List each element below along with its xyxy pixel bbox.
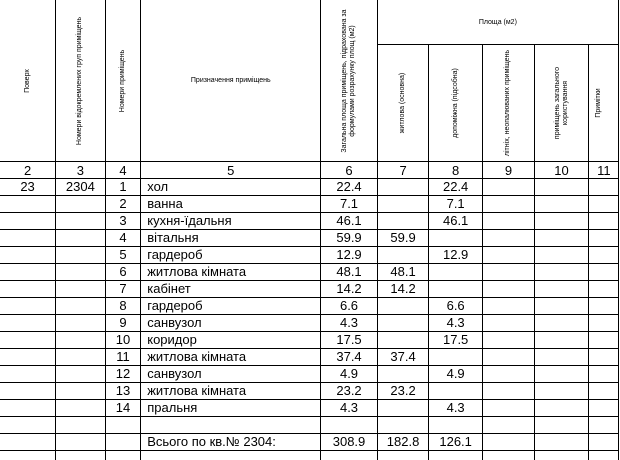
common-area-cell <box>534 196 588 213</box>
room-number-cell: 13 <box>105 383 141 400</box>
summer-area-cell <box>482 196 534 213</box>
group-cell <box>56 264 106 281</box>
floor-cell <box>0 332 56 349</box>
living-area-cell <box>377 213 429 230</box>
column-number: 10 <box>534 162 588 179</box>
group-cell <box>56 315 106 332</box>
room-name-cell: санвузол <box>141 315 321 332</box>
living-area-cell <box>377 179 429 196</box>
empty-row <box>0 451 619 460</box>
auxiliary-area-cell: 12.9 <box>429 247 483 264</box>
column-number: 7 <box>377 162 429 179</box>
summer-area-cell <box>482 315 534 332</box>
floor-cell <box>0 264 56 281</box>
living-area-cell: 48.1 <box>377 264 429 281</box>
living-area-cell: 23.2 <box>377 383 429 400</box>
group-cell <box>56 298 106 315</box>
total-area-cell: 14.2 <box>321 281 378 298</box>
column-number: 9 <box>482 162 534 179</box>
purpose-header: Призначення приміщень <box>141 0 321 162</box>
room-name-cell: ванна <box>141 196 321 213</box>
room-numbers-header: Номери приміщень <box>105 0 141 162</box>
group-cell <box>56 349 106 366</box>
auxiliary-area-cell <box>429 349 483 366</box>
floor-cell <box>0 400 56 417</box>
notes-cell <box>589 264 619 281</box>
room-row <box>0 213 619 230</box>
notes-cell <box>589 332 619 349</box>
common-area-cell <box>534 298 588 315</box>
living-area-cell <box>377 298 429 315</box>
room-row <box>0 383 619 400</box>
common-area-cell <box>534 264 588 281</box>
auxiliary-area-header: допоміжна (підсобна) <box>429 45 483 162</box>
living-area-cell: 37.4 <box>377 349 429 366</box>
group-cell <box>56 332 106 349</box>
column-number: 6 <box>321 162 378 179</box>
column-number: 11 <box>589 162 619 179</box>
floor-cell <box>0 383 56 400</box>
common-area-cell <box>534 349 588 366</box>
room-number-cell: 8 <box>105 298 141 315</box>
group-cell <box>56 383 106 400</box>
column-number-row <box>0 162 619 179</box>
summer-area-cell <box>482 332 534 349</box>
room-name-cell: вітальня <box>141 230 321 247</box>
floor-cell <box>0 281 56 298</box>
living-area-cell <box>377 315 429 332</box>
common-area-cell <box>534 247 588 264</box>
living-area-cell <box>377 247 429 264</box>
summer-area-cell <box>482 179 534 196</box>
notes-header: Примітки <box>589 45 619 162</box>
room-rows <box>0 179 619 417</box>
room-row <box>0 400 619 417</box>
notes-cell <box>589 298 619 315</box>
column-number: 2 <box>0 162 56 179</box>
living-area-cell <box>377 196 429 213</box>
room-row <box>0 247 619 264</box>
room-row <box>0 230 619 247</box>
room-number-cell: 11 <box>105 349 141 366</box>
room-number-cell: 9 <box>105 315 141 332</box>
room-name-cell: гардероб <box>141 247 321 264</box>
column-number: 3 <box>56 162 106 179</box>
room-row <box>0 196 619 213</box>
floor-cell <box>0 230 56 247</box>
common-area-cell <box>534 332 588 349</box>
total-area-header: Загальна площа приміщень, підрахована за формулами розрахунку площ (м2) <box>321 0 378 162</box>
room-name-cell: пральня <box>141 400 321 417</box>
auxiliary-area-cell: 22.4 <box>429 179 483 196</box>
common-area-cell <box>534 366 588 383</box>
living-area-cell: 59.9 <box>377 230 429 247</box>
room-number-cell: 3 <box>105 213 141 230</box>
notes-cell <box>589 383 619 400</box>
total-area-cell: 7.1 <box>321 196 378 213</box>
summer-area-cell <box>482 281 534 298</box>
floor-cell <box>0 315 56 332</box>
notes-cell <box>589 179 619 196</box>
total-area-sum: 308.9 <box>321 434 378 451</box>
room-name-cell: житлова кімната <box>141 349 321 366</box>
living-area-cell <box>377 366 429 383</box>
notes-cell <box>589 400 619 417</box>
auxiliary-area-cell: 6.6 <box>429 298 483 315</box>
common-area-cell <box>534 383 588 400</box>
auxiliary-area-cell: 4.3 <box>429 315 483 332</box>
room-row <box>0 349 619 366</box>
room-name-cell: гардероб <box>141 298 321 315</box>
total-area-cell: 37.4 <box>321 349 378 366</box>
summer-area-cell <box>482 349 534 366</box>
group-cell <box>56 281 106 298</box>
notes-cell <box>589 349 619 366</box>
notes-cell <box>589 213 619 230</box>
summer-area-cell <box>482 247 534 264</box>
total-area-cell: 12.9 <box>321 247 378 264</box>
group-numbers-header: Номери відокремлених груп приміщень <box>56 0 106 162</box>
header-row-top <box>0 0 619 45</box>
total-area-cell: 46.1 <box>321 213 378 230</box>
auxiliary-area-cell <box>429 383 483 400</box>
column-number: 8 <box>429 162 483 179</box>
floor-header: Поверх <box>0 0 56 162</box>
total-label: Всього по кв.№ 2304: <box>141 434 321 451</box>
notes-cell <box>589 281 619 298</box>
group-cell <box>56 230 106 247</box>
room-row <box>0 298 619 315</box>
total-row <box>0 434 619 451</box>
room-number-cell: 14 <box>105 400 141 417</box>
floor-cell: 23 <box>0 179 56 196</box>
total-area-cell: 23.2 <box>321 383 378 400</box>
auxiliary-area-cell <box>429 264 483 281</box>
summer-area-cell <box>482 298 534 315</box>
column-number: 4 <box>105 162 141 179</box>
group-cell <box>56 366 106 383</box>
auxiliary-area-sum: 126.1 <box>429 434 483 451</box>
room-row <box>0 366 619 383</box>
living-area-cell <box>377 400 429 417</box>
summer-area-cell <box>482 213 534 230</box>
auxiliary-area-cell: 46.1 <box>429 213 483 230</box>
auxiliary-area-cell: 7.1 <box>429 196 483 213</box>
room-row <box>0 332 619 349</box>
group-cell: 2304 <box>56 179 106 196</box>
room-name-cell: кабінет <box>141 281 321 298</box>
room-name-cell: житлова кімната <box>141 383 321 400</box>
room-number-cell: 1 <box>105 179 141 196</box>
floor-cell <box>0 196 56 213</box>
floor-cell <box>0 247 56 264</box>
total-area-cell: 59.9 <box>321 230 378 247</box>
group-cell <box>56 400 106 417</box>
common-area-header: приміщень загального користування <box>534 45 588 162</box>
floor-cell <box>0 298 56 315</box>
total-area-cell: 48.1 <box>321 264 378 281</box>
common-area-cell <box>534 281 588 298</box>
auxiliary-area-cell: 17.5 <box>429 332 483 349</box>
room-number-cell: 7 <box>105 281 141 298</box>
room-name-cell: санвузол <box>141 366 321 383</box>
notes-cell <box>589 230 619 247</box>
auxiliary-area-cell <box>429 281 483 298</box>
summer-area-cell <box>482 264 534 281</box>
notes-cell <box>589 196 619 213</box>
column-number: 5 <box>141 162 321 179</box>
spacer-row <box>0 417 619 434</box>
room-name-cell: коридор <box>141 332 321 349</box>
room-number-cell: 6 <box>105 264 141 281</box>
total-area-cell: 22.4 <box>321 179 378 196</box>
total-area-cell: 4.3 <box>321 400 378 417</box>
room-row <box>0 315 619 332</box>
summer-area-cell <box>482 383 534 400</box>
summer-area-cell <box>482 230 534 247</box>
room-number-cell: 2 <box>105 196 141 213</box>
auxiliary-area-cell: 4.9 <box>429 366 483 383</box>
common-area-cell <box>534 400 588 417</box>
group-cell <box>56 247 106 264</box>
floor-cell <box>0 213 56 230</box>
room-row <box>0 281 619 298</box>
common-area-cell <box>534 213 588 230</box>
total-area-cell: 17.5 <box>321 332 378 349</box>
room-number-cell: 4 <box>105 230 141 247</box>
summer-area-cell <box>482 366 534 383</box>
area-group-header: Площа (м2) <box>377 0 618 45</box>
auxiliary-area-cell: 4.3 <box>429 400 483 417</box>
living-area-sum: 182.8 <box>377 434 429 451</box>
group-cell <box>56 213 106 230</box>
room-name-cell: хол <box>141 179 321 196</box>
living-area-cell: 14.2 <box>377 281 429 298</box>
room-name-cell: кухня-їдальня <box>141 213 321 230</box>
total-area-cell: 4.3 <box>321 315 378 332</box>
auxiliary-area-cell <box>429 230 483 247</box>
group-cell <box>56 196 106 213</box>
room-number-cell: 5 <box>105 247 141 264</box>
common-area-cell <box>534 179 588 196</box>
total-area-cell: 6.6 <box>321 298 378 315</box>
summer-area-header: літніх, неопалюваних приміщень <box>482 45 534 162</box>
room-number-cell: 12 <box>105 366 141 383</box>
common-area-cell <box>534 230 588 247</box>
notes-cell <box>589 315 619 332</box>
room-row <box>0 179 619 196</box>
floor-cell <box>0 366 56 383</box>
room-name-cell: житлова кімната <box>141 264 321 281</box>
room-row <box>0 264 619 281</box>
notes-cell <box>589 366 619 383</box>
notes-cell <box>589 247 619 264</box>
living-area-header: житлова (основна) <box>377 45 429 162</box>
summer-area-cell <box>482 400 534 417</box>
room-number-cell: 10 <box>105 332 141 349</box>
total-area-cell: 4.9 <box>321 366 378 383</box>
living-area-cell <box>377 332 429 349</box>
common-area-cell <box>534 315 588 332</box>
floor-cell <box>0 349 56 366</box>
